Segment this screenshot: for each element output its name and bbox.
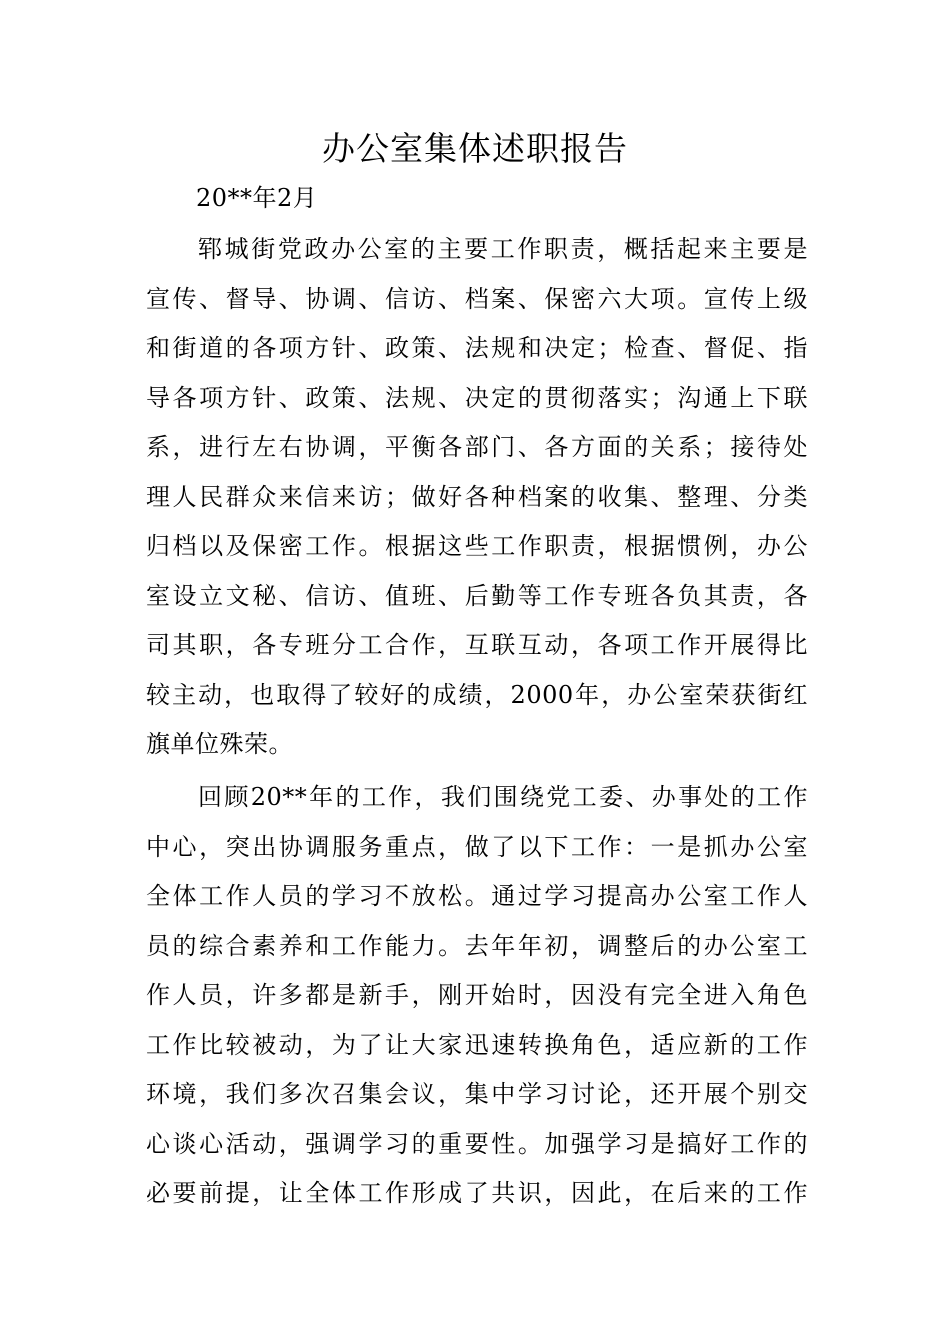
document-date: 20**年2月 xyxy=(196,184,318,212)
text-line: 和街道的各项方针、政策、法规和决定；检查、督促、指 xyxy=(146,334,808,362)
document-title: 办公室集体述职报告 xyxy=(322,129,628,168)
paragraph-1 xyxy=(146,225,808,770)
text-line: 环境，我们多次召集会议，集中学习讨论，还开展个别交 xyxy=(146,1080,808,1108)
text-line: 心谈心活动，强调学习的重要性。加强学习是搞好工作的 xyxy=(146,1129,808,1158)
text-line: 较主动，也取得了较好的成绩，2000年，办公室荣获街红 xyxy=(146,680,808,709)
text-line: 必要前提，让全体工作形成了共识，因此，在后来的工作 xyxy=(146,1179,808,1207)
text-line: 回顾20**年的工作，我们围绕党工委、办事处的工作 xyxy=(198,783,808,811)
text-line: 宣传、督导、协调、信访、档案、保密六大项。宣传上级 xyxy=(146,284,808,313)
text-line: 作人员，许多都是新手，刚开始时，因没有完全进入角色 xyxy=(146,981,808,1009)
text-line: 员的综合素养和工作能力。去年年初，调整后的办公室工 xyxy=(146,931,808,960)
text-line: 导各项方针、政策、法规、决定的贯彻落实；沟通上下联 xyxy=(146,383,808,412)
text-line: 工作比较被动，为了让大家迅速转换角色，适应新的工作 xyxy=(146,1030,808,1059)
text-line: 归档以及保密工作。根据这些工作职责，根据惯例，办公 xyxy=(146,532,808,560)
text-line: 司其职，各专班分工合作，互联互动，各项工作开展得比 xyxy=(146,631,808,659)
text-line: 系，进行左右协调，平衡各部门、各方面的关系；接待处 xyxy=(146,433,808,461)
text-line: 旗单位殊荣。 xyxy=(146,730,293,758)
text-line: 室设立文秘、信访、值班、后勤等工作专班各负其责，各 xyxy=(146,581,808,610)
text-line: 全体工作人员的学习不放松。通过学习提高办公室工作人 xyxy=(146,882,808,910)
text-line: 理人民群众来信来访；做好各种档案的收集、整理、分类 xyxy=(146,482,808,511)
paragraph-2 xyxy=(146,773,808,1219)
text-line: 郓城街党政办公室的主要工作职责，概括起来主要是 xyxy=(198,235,808,263)
text-line: 中心，突出协调服务重点，做了以下工作：一是抓办公室 xyxy=(146,832,808,861)
